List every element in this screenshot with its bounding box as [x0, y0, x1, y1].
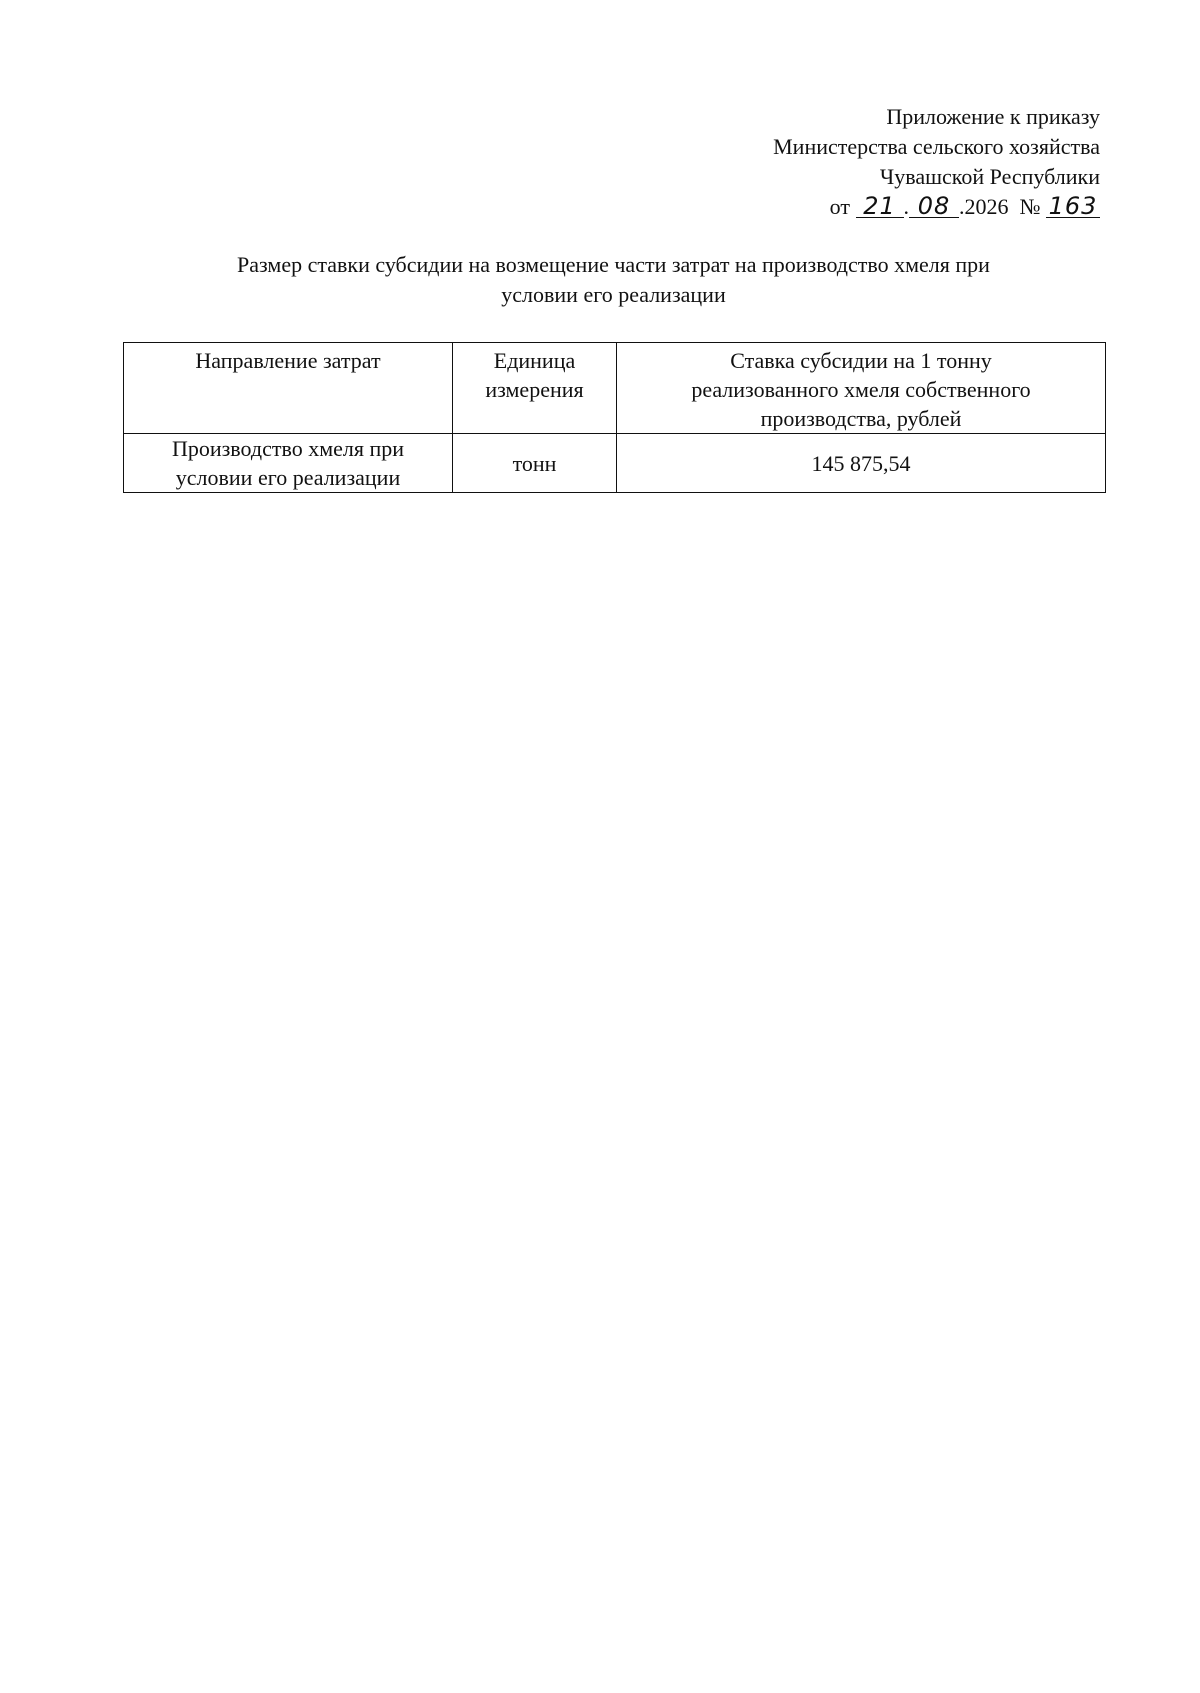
table-header-row [124, 343, 1106, 434]
cell-unit: тонн [453, 434, 617, 493]
header-rate: Ставка субсидии на 1 тонну реализованного хмеля собственного производства, рублей [617, 343, 1106, 434]
title-line-2: условии его реализации [501, 282, 726, 307]
order-date-line: от 21 . 08 .2026 № 163 [773, 192, 1100, 222]
handwritten-month: 08 [909, 195, 959, 218]
appendix-line-3: Чувашской Республики [879, 164, 1100, 189]
header-direction: Направление затрат [124, 343, 453, 434]
handwritten-order-number: 163 [1046, 195, 1100, 218]
handwritten-day: 21 [856, 195, 904, 218]
appendix-header [773, 102, 1100, 222]
appendix-line-1: Приложение к приказу [886, 104, 1100, 129]
appendix-line-2: Министерства сельского хозяйства [773, 134, 1100, 159]
title-line-1: Размер ставки субсидии на возмещение части затрат на производство хмеля при [237, 252, 990, 277]
document-title [122, 250, 1105, 310]
date-prefix: от [829, 194, 850, 219]
cell-rate: 145 875,54 [617, 434, 1106, 493]
date-year: .2026 [959, 194, 1009, 219]
subsidy-rate-table [123, 342, 1106, 493]
table-row [124, 434, 1106, 493]
number-sign: № [1019, 194, 1041, 219]
header-unit: Единица измерения [453, 343, 617, 434]
cell-direction: Производство хмеля при условии его реализации [124, 434, 453, 493]
